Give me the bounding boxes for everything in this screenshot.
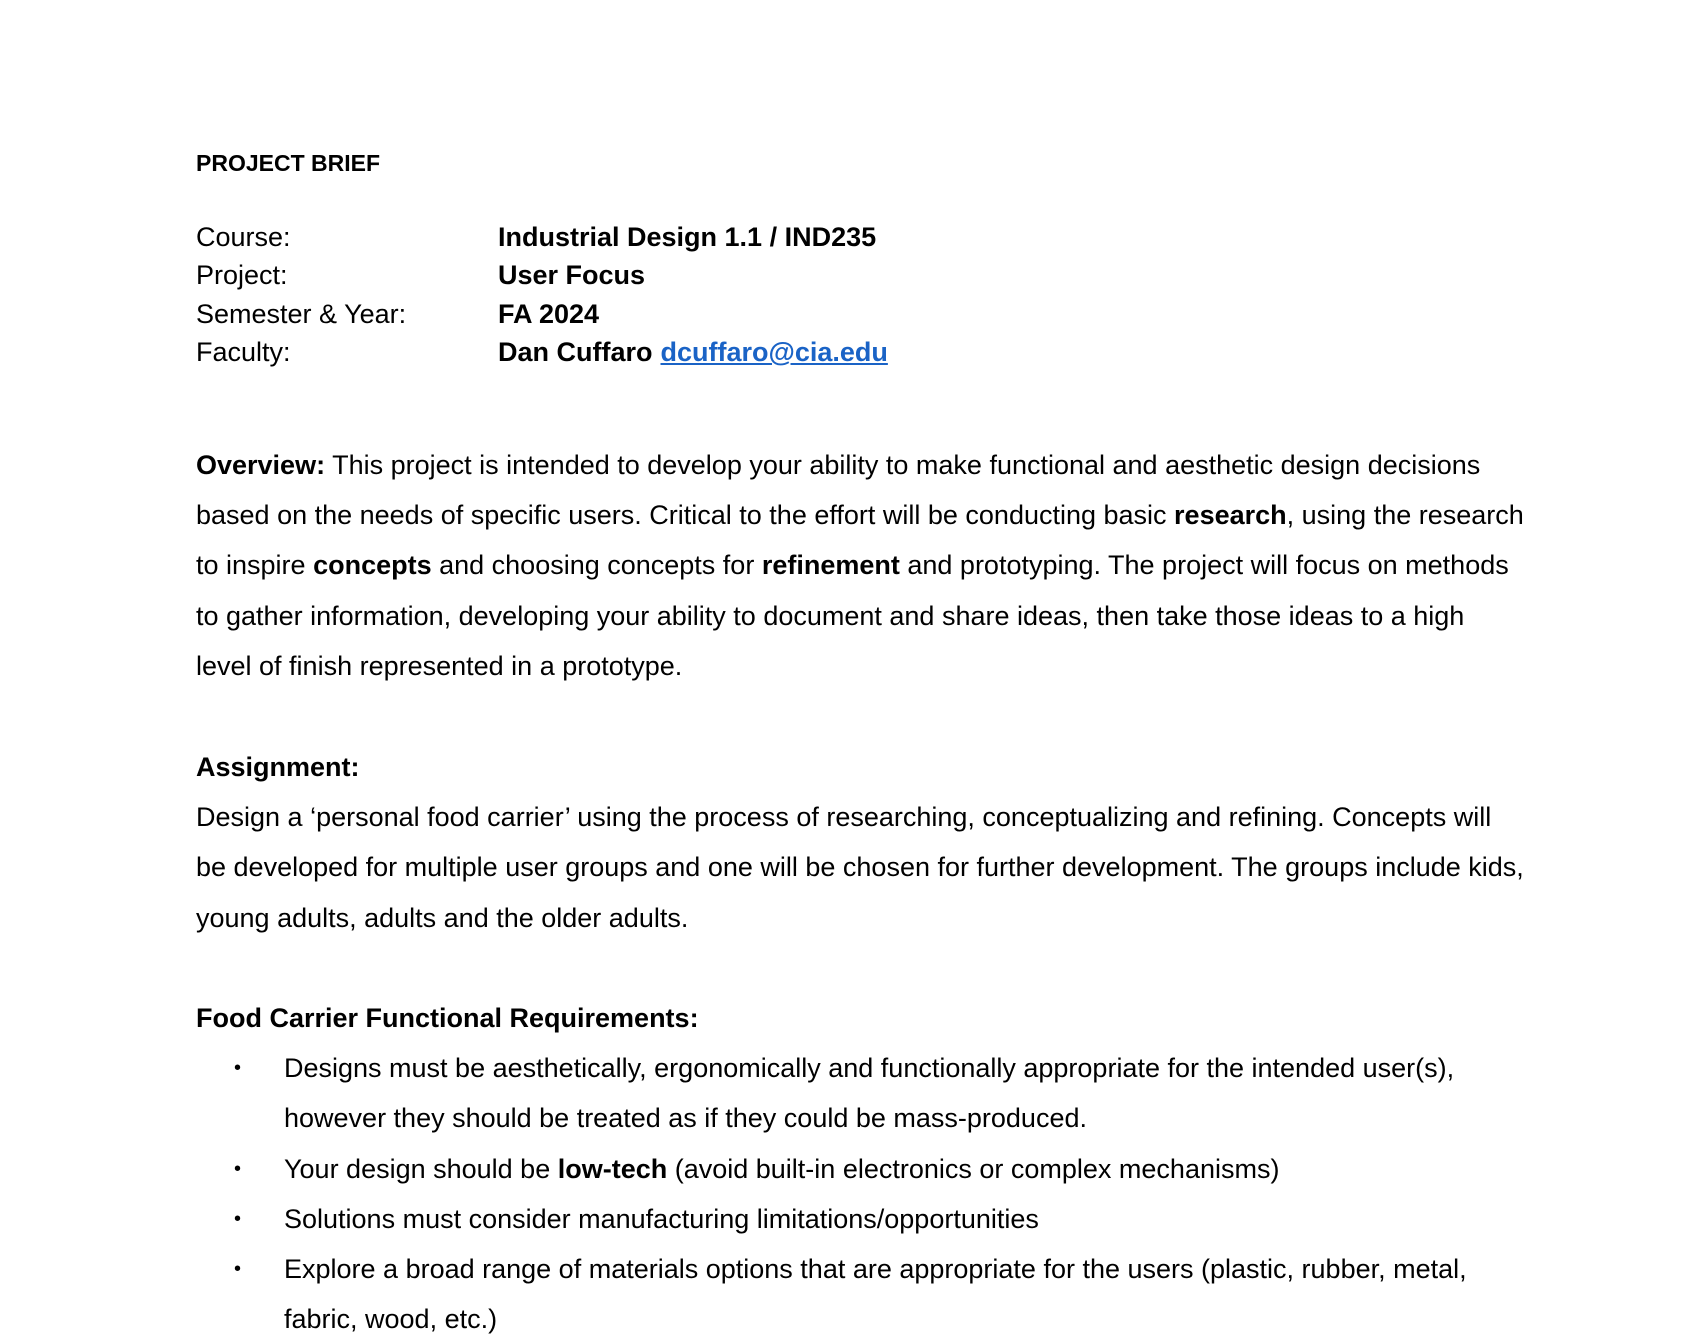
requirement-keyword-low-tech: low-tech: [557, 1153, 668, 1184]
overview-text-1: This project is intended to develop your ability to make functional and aesthetic design decisions based on the needs of specific users. Critical to the effort will be conducting basic: [196, 450, 1481, 531]
overview-keyword-concepts: concepts: [313, 550, 432, 581]
assignment-body: Design a ‘personal food carrier’ using the process of researching, conceptualizing and refining. Concepts will be developed for multiple user groups and one will be chosen for further development. The groups include kids, young adults, adults and the older adults.: [196, 802, 1524, 933]
bullet-icon: •: [234, 1157, 242, 1180]
overview-text-3: and choosing concepts for: [431, 550, 762, 581]
course-label: Course:: [196, 221, 291, 252]
semester-value: FA 2024: [498, 298, 600, 329]
list-item: [196, 1194, 1526, 1244]
requirements-section: [196, 993, 1526, 1344]
faculty-name: Dan Cuffaro: [498, 337, 653, 368]
project-value: User Focus: [498, 260, 646, 291]
requirements-list: [196, 1043, 1526, 1344]
overview-paragraph: [196, 440, 1526, 691]
course-value: Industrial Design 1.1 / IND235: [498, 221, 877, 252]
requirement-text: Designs must be aesthetically, ergonomically and functionally appropriate for the intended user(s), however they should be treated as if they could be mass-produced.: [284, 1053, 1455, 1134]
overview-keyword-research: research: [1174, 500, 1287, 531]
requirement-text-pre: Your design should be: [284, 1153, 558, 1184]
overview-keyword-refinement: refinement: [761, 550, 900, 581]
project-label: Project:: [196, 260, 288, 291]
bullet-icon: •: [234, 1207, 242, 1230]
meta-row-faculty: [196, 334, 888, 373]
list-item: [196, 1244, 1526, 1344]
requirement-text: Explore a broad range of materials options that are appropriate for the users (plastic, rubber, metal, fabric, wood, etc.): [284, 1254, 1467, 1335]
meta-row-course: [196, 218, 888, 257]
list-item: [196, 1144, 1526, 1194]
bullet-icon: •: [234, 1057, 242, 1080]
meta-row-semester: [196, 295, 888, 334]
requirements-heading: Food Carrier Functional Requirements:: [196, 1003, 699, 1033]
faculty-label: Faculty:: [196, 337, 291, 368]
semester-label: Semester & Year:: [196, 298, 407, 329]
assignment-heading: Assignment:: [196, 752, 360, 782]
bullet-icon: •: [234, 1258, 242, 1281]
overview-heading: Overview:: [196, 450, 326, 480]
faculty-email-link[interactable]: dcuffaro@cia.edu: [660, 337, 888, 368]
overview-section: [196, 440, 1526, 691]
meta-row-project: [196, 257, 888, 296]
requirement-text-post: (avoid built-in electronics or complex mechanisms): [667, 1153, 1280, 1184]
overview-text-2: , using the research to inspire: [196, 500, 1524, 581]
project-meta: [196, 218, 888, 372]
document-title: PROJECT BRIEF: [196, 150, 381, 176]
overview-text-4: and prototyping. The project will focus on methods to gather information, developing your ability to document and share ideas, then take those ideas to a high level of finish represented in a prototype.: [196, 550, 1509, 681]
requirement-text: Solutions must consider manufacturing limitations/opportunities: [284, 1203, 1039, 1234]
assignment-section: [196, 742, 1526, 943]
list-item: [196, 1043, 1526, 1143]
